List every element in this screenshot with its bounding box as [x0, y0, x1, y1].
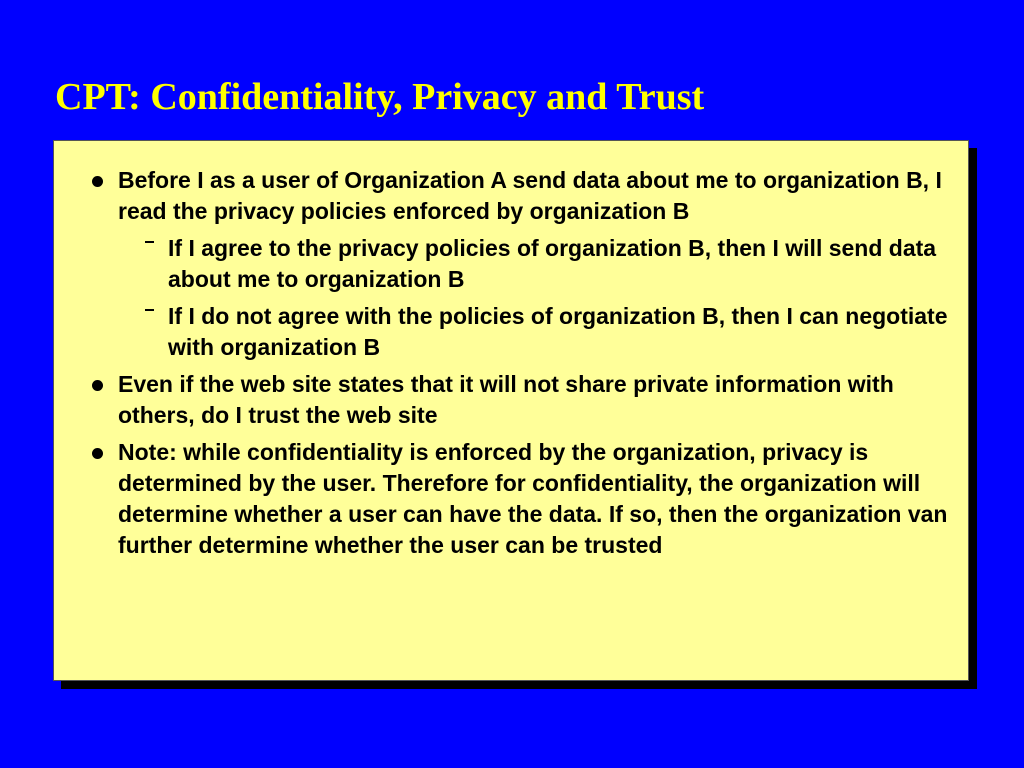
- dash-icon: [145, 309, 154, 311]
- bullet-dot-icon: [92, 448, 103, 459]
- bullet-dot-icon: [92, 380, 103, 391]
- sub-bullet-item: [118, 233, 958, 295]
- sub-bullet-item: [118, 301, 958, 363]
- sub-bullet-text: If I agree to the privacy policies of organization B, then I will send data about me to organization B: [168, 235, 937, 292]
- sub-bullet-list: [118, 233, 958, 363]
- slide-title: CPT: Confidentiality, Privacy and Trust: [55, 76, 705, 118]
- bullet-text: Even if the web site states that it will not share private information with others, do I trust the web site: [118, 371, 894, 428]
- content-box: [53, 140, 969, 681]
- bullet-item: [54, 369, 968, 431]
- dash-icon: [145, 241, 154, 243]
- bullet-item: [54, 437, 968, 561]
- bullet-text: Note: while confidentiality is enforced by the organization, privacy is determined by the user. Therefore for confidentiality, the organization will determine whether a user can have the data. If so, then the organization van further determine whether the user can be trusted: [118, 439, 948, 558]
- bullet-item: [54, 165, 968, 363]
- bullet-list: [54, 165, 968, 567]
- bullet-text: Before I as a user of Organization A send data about me to organization B, I read the privacy policies enforced by organization B: [118, 167, 942, 224]
- sub-bullet-text: If I do not agree with the policies of organization B, then I can negotiate with organization B: [168, 303, 948, 360]
- bullet-dot-icon: [92, 176, 103, 187]
